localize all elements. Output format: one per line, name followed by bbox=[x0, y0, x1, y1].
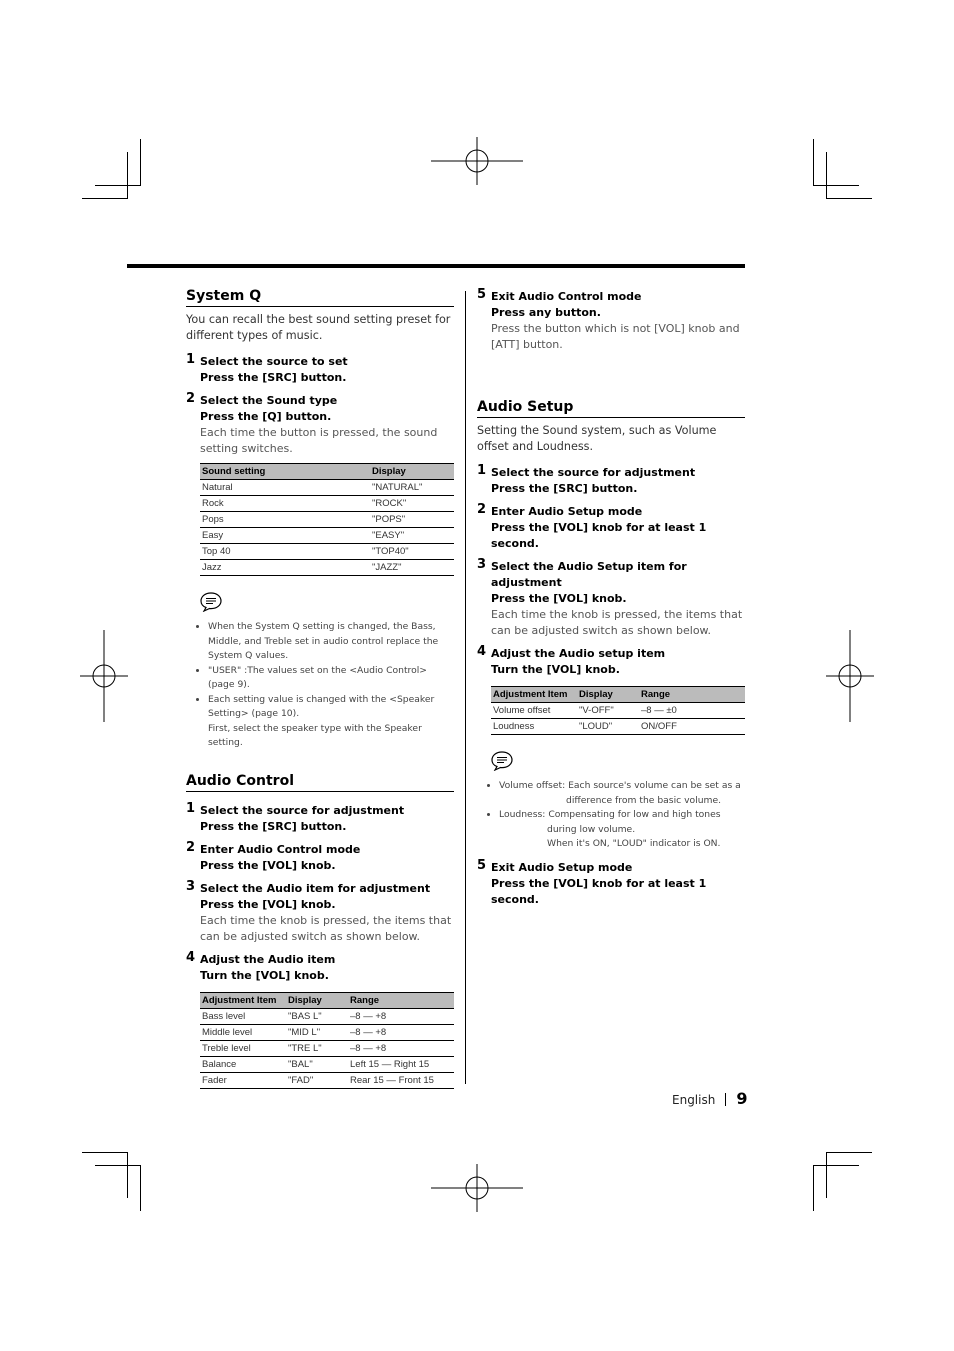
table-row: Middle level "MID L" –8 — +8 bbox=[200, 1025, 454, 1041]
note-item: • Each setting value is changed with the <Speaker Setting> (page 10). First, select the speaker type with the Speaker setting. bbox=[208, 693, 454, 751]
step-action: Press the [SRC] button. bbox=[491, 482, 638, 495]
step-action: Turn the [VOL] knob. bbox=[491, 663, 620, 676]
step bbox=[186, 952, 454, 1089]
table-row: Natural "NATURAL" bbox=[200, 480, 454, 496]
step-action: Press the [Q] button. bbox=[200, 410, 332, 423]
footer-separator bbox=[725, 1093, 726, 1106]
audio-setup-section bbox=[477, 399, 745, 915]
table-row: Volume offset "V-OFF" –8 — ±0 bbox=[491, 703, 745, 719]
step-title: Select the source for adjustment bbox=[491, 466, 696, 479]
step bbox=[477, 289, 745, 353]
step-title: Adjust the Audio item bbox=[200, 953, 336, 966]
table-row: Top 40 "TOP40" bbox=[200, 544, 454, 560]
table-row: Pops "POPS" bbox=[200, 512, 454, 528]
note-item: • Volume offset: Each source's volume can be set as a difference from the basic volume. bbox=[499, 779, 745, 808]
registration-mark-top bbox=[431, 137, 523, 185]
table-header: Display bbox=[577, 687, 639, 703]
section-intro: You can recall the best sound setting preset for different types of music. bbox=[186, 313, 451, 342]
step-title: Enter Audio Setup mode bbox=[491, 505, 643, 518]
step bbox=[477, 646, 745, 852]
table-header: Range bbox=[348, 993, 454, 1009]
section-intro: Setting the Sound system, such as Volume offset and Loudness. bbox=[477, 424, 717, 453]
step-title: Select the source to set bbox=[200, 355, 348, 368]
registration-mark-right bbox=[826, 630, 874, 722]
step-action: Press any button. bbox=[491, 306, 601, 319]
column-divider bbox=[465, 291, 466, 1084]
step-number: 3 bbox=[186, 879, 196, 894]
page-footer bbox=[672, 1089, 747, 1108]
section-title: Audio Setup bbox=[477, 399, 745, 418]
step-number: 2 bbox=[186, 391, 196, 406]
step-description: Each time the button is pressed, the sound setting switches. bbox=[200, 426, 438, 455]
step-action: Press the [VOL] knob for at least 1 second. bbox=[491, 521, 707, 550]
step-title: Select the source for adjustment bbox=[200, 804, 405, 817]
audio-control-exit bbox=[477, 289, 745, 360]
step bbox=[186, 842, 454, 874]
step-number: 4 bbox=[186, 950, 196, 965]
table-header: Display bbox=[370, 464, 454, 480]
page-number: 9 bbox=[736, 1089, 748, 1108]
step-title: Select the Audio Setup item for adjustment bbox=[491, 560, 687, 589]
table-row: Balance "BAL" Left 15 — Right 15 bbox=[200, 1057, 454, 1073]
table-row: Jazz "JAZZ" bbox=[200, 560, 454, 576]
step bbox=[477, 504, 745, 552]
table-row: Bass level "BAS L" –8 — +8 bbox=[200, 1009, 454, 1025]
step-number: 5 bbox=[477, 287, 487, 302]
step-title: Enter Audio Control mode bbox=[200, 843, 361, 856]
step bbox=[477, 559, 745, 639]
note-item: • Loudness: Compensating for low and high tones during low volume. When it's ON, "LOUD" indicator is ON. bbox=[499, 808, 745, 852]
step-number: 3 bbox=[477, 557, 487, 572]
step-title: Select the Audio item for adjustment bbox=[200, 882, 431, 895]
step-action: Turn the [VOL] knob. bbox=[200, 969, 329, 982]
registration-mark-bottom bbox=[431, 1164, 523, 1212]
note-item: • "USER" :The values set on the <Audio Control> (page 9). bbox=[208, 664, 454, 693]
speech-note-icon bbox=[200, 592, 222, 612]
step-action: Press the [VOL] knob. bbox=[200, 859, 336, 872]
step-number: 4 bbox=[477, 644, 487, 659]
step-description: Each time the knob is pressed, the items that can be adjusted switch as shown below. bbox=[200, 914, 452, 943]
step-number: 2 bbox=[477, 502, 487, 517]
step-number: 1 bbox=[477, 463, 487, 478]
notes-list bbox=[477, 779, 745, 852]
registration-mark-left bbox=[80, 630, 128, 722]
step-action: Press the [VOL] knob. bbox=[491, 592, 627, 605]
table-row: Loudness "LOUD" ON/OFF bbox=[491, 719, 745, 735]
table-row: Easy "EASY" bbox=[200, 528, 454, 544]
step-number: 5 bbox=[477, 857, 487, 873]
step-action: Press the [VOL] knob. bbox=[200, 898, 336, 911]
step bbox=[186, 354, 454, 386]
step bbox=[186, 803, 454, 835]
notes-list bbox=[186, 620, 454, 751]
step-number: 2 bbox=[186, 840, 196, 855]
audio-control-section bbox=[186, 773, 454, 1096]
step-action: Press the [VOL] knob for at least 1 second. bbox=[491, 876, 707, 906]
system-q-section bbox=[186, 288, 454, 758]
step bbox=[186, 393, 454, 751]
step-title: Adjust the Audio setup item bbox=[491, 647, 666, 660]
footer-language: English bbox=[672, 1093, 716, 1107]
step-description: Press the button which is not [VOL] knob and [ATT] button. bbox=[491, 322, 740, 351]
step-title: Exit Audio Control mode bbox=[491, 290, 642, 303]
table-row: Rock "ROCK" bbox=[200, 496, 454, 512]
section-title: System Q bbox=[186, 288, 454, 307]
step bbox=[477, 857, 745, 908]
step bbox=[186, 881, 454, 945]
table-header: Range bbox=[639, 687, 745, 703]
audio-setup-table bbox=[491, 686, 745, 735]
table-header: Sound setting bbox=[200, 464, 370, 480]
table-header: Display bbox=[286, 993, 348, 1009]
sound-setting-table bbox=[200, 463, 454, 576]
step-action: Press the [SRC] button. bbox=[200, 371, 347, 384]
step-number: 1 bbox=[186, 801, 196, 816]
note-item: • When the System Q setting is changed, the Bass, Middle, and Treble set in audio control replace the System Q values. bbox=[208, 620, 454, 664]
section-title: Audio Control bbox=[186, 773, 454, 792]
step-title: Exit Audio Setup mode bbox=[491, 860, 633, 874]
table-row: Fader "FAD" Rear 15 — Front 15 bbox=[200, 1073, 454, 1089]
step bbox=[477, 465, 745, 497]
step-title: Select the Sound type bbox=[200, 394, 338, 407]
header-rule bbox=[127, 264, 745, 268]
audio-control-table bbox=[200, 992, 454, 1089]
table-row: Treble level "TRE L" –8 — +8 bbox=[200, 1041, 454, 1057]
step-action: Press the [SRC] button. bbox=[200, 820, 347, 833]
speech-note-icon bbox=[491, 751, 513, 771]
table-header: Adjustment Item bbox=[491, 687, 577, 703]
table-header: Adjustment Item bbox=[200, 993, 286, 1009]
step-number: 1 bbox=[186, 352, 196, 367]
step-description: Each time the knob is pressed, the items that can be adjusted switch as shown below. bbox=[491, 608, 743, 637]
